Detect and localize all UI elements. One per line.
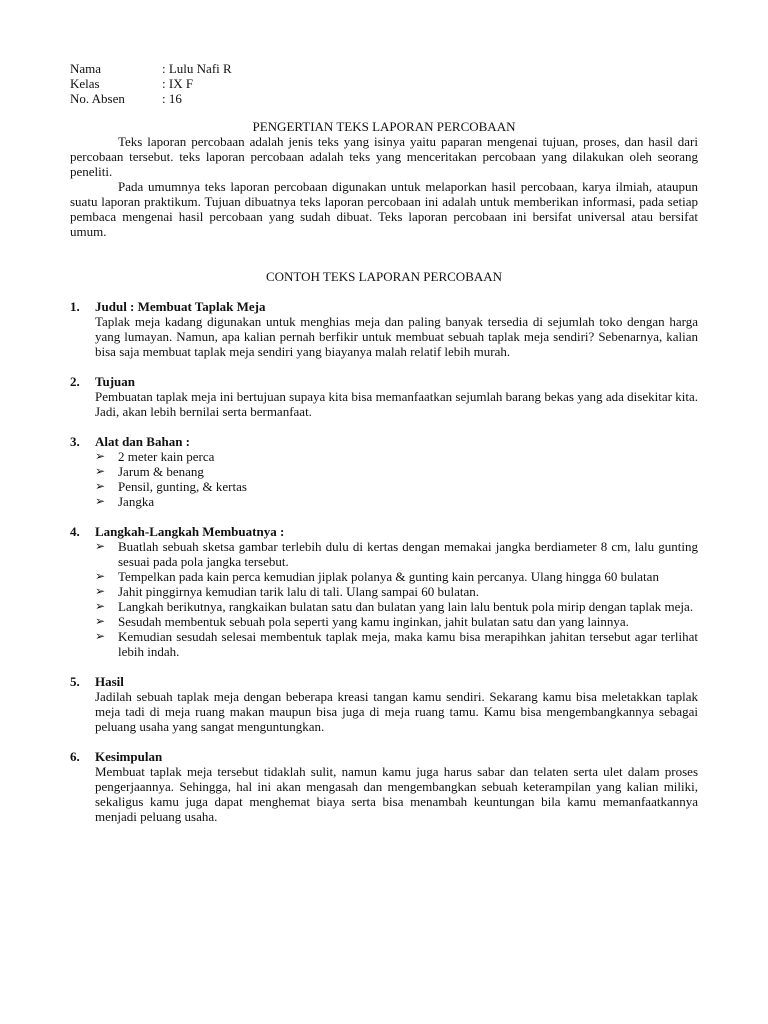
- identity-row-class: [70, 76, 698, 91]
- section-title-langkah: [70, 524, 698, 539]
- arrow-bullet-icon: ➢: [95, 479, 106, 493]
- identity-label: Kelas: [70, 76, 100, 91]
- list-item: [95, 539, 698, 569]
- list-item-text: Langkah berikutnya, rangkaikan bulatan satu dan bulatan yang lain lalu bentuk pola mirip dengan taplak meja.: [118, 599, 694, 614]
- section-number: 5.: [70, 674, 80, 689]
- identity-value: : 16: [162, 91, 182, 106]
- materials-list: [95, 449, 698, 509]
- section-title-alat: [70, 434, 698, 449]
- arrow-bullet-icon: ➢: [95, 464, 106, 478]
- list-item: [95, 479, 698, 494]
- definition-heading: PENGERTIAN TEKS LAPORAN PERCOBAAN: [252, 119, 516, 134]
- identity-value: : Lulu Nafi R: [162, 61, 232, 76]
- identity-row-name: [70, 61, 698, 76]
- list-item-text: Jahit pinggirnya kemudian tarik lalu di tali. Ulang sampai 60 bulatan.: [118, 584, 480, 599]
- arrow-bullet-icon: ➢: [95, 584, 106, 598]
- list-item: [95, 494, 698, 509]
- list-item-text: Tempelkan pada kain perca kemudian jiplak polanya & gunting kain percanya. Ulang hingga 60 bulatan: [118, 569, 659, 584]
- arrow-bullet-icon: ➢: [95, 494, 106, 508]
- identity-label: No. Absen: [70, 91, 125, 106]
- section-title-text: Kesimpulan: [95, 749, 163, 764]
- section-body-hasil: Jadilah sebuah taplak meja dengan beberapa kreasi tangan kamu sendiri. Sekarang kamu bisa meletakkan taplak meja tadi di meja ruang makan maupun bisa juga di meja ruang tamu. Kamu bisa mengembangkannya sebagai peluang usaha yang sangat menguntungkan.: [95, 689, 698, 734]
- section-body-kesimpulan: Membuat taplak meja tersebut tidaklah sulit, namun kamu juga harus sabar dan telaten serta ulet dalam proses pengerjaannya. Sehingga, hal ini akan mengasah dan mengembangkan sebuah keterampilan yang kalian miliki, sekaligus kamu juga dapat menghemat biaya serta bisa menambah keuntungan bila kamu memanfaatkannya menjadi peluang usaha.: [95, 764, 698, 824]
- section-title-kesimpulan: [70, 749, 698, 764]
- section-title-text: Hasil: [95, 674, 124, 689]
- section-title-text: Judul : Membuat Taplak Meja: [95, 299, 266, 314]
- arrow-bullet-icon: ➢: [95, 629, 106, 643]
- section-title-text: Langkah-Langkah Membuatnya :: [95, 524, 285, 539]
- list-item: [95, 449, 698, 464]
- list-item-text: Jangka: [118, 494, 155, 509]
- arrow-bullet-icon: ➢: [95, 449, 106, 463]
- section-number: 4.: [70, 524, 80, 539]
- section-number: 6.: [70, 749, 80, 764]
- section-number: 1.: [70, 299, 80, 314]
- section-title-hasil: [70, 674, 698, 689]
- arrow-bullet-icon: ➢: [95, 569, 106, 583]
- identity-value: : IX F: [162, 76, 194, 91]
- list-item: [95, 614, 698, 629]
- identity-label: Nama: [70, 61, 102, 76]
- list-item: [95, 629, 698, 659]
- example-heading: CONTOH TEKS LAPORAN PERCOBAAN: [265, 269, 503, 284]
- definition-paragraph: Pada umumnya teks laporan percobaan digunakan untuk melaporkan hasil percobaan, karya ilmiah, ataupun suatu laporan praktikum. Tujuan dibuatnya teks laporan percobaan ini adalah untuk memberikan informasi, pada setiap pembaca mengenai hasil percobaan yang sudah dibuat. Teks laporan percobaan ini bersifat universal atau bersifat umum.: [70, 179, 698, 239]
- section-body-judul: Taplak meja kadang digunakan untuk menghias meja dan paling banyak tersedia di sejumlah toko dengan harga yang lumayan. Namun, apa kalian pernah berfikir untuk membuat sebuah taplak meja sendiri? Sebenarnya, kalian bisa saja membuat taplak meja sendiri yang biayanya malah relatif lebih murah.: [95, 314, 698, 359]
- arrow-bullet-icon: ➢: [95, 539, 106, 553]
- arrow-bullet-icon: ➢: [95, 599, 106, 613]
- list-item: [95, 599, 698, 614]
- section-title-text: Alat dan Bahan :: [95, 434, 190, 449]
- list-item-text: Kemudian sesudah selesai membentuk taplak meja, maka kamu bisa merapihkan jahitan tersebut agar terlihat lebih indah.: [118, 629, 698, 659]
- list-item-text: Jarum & benang: [118, 464, 204, 479]
- list-item-text: 2 meter kain perca: [118, 449, 215, 464]
- section-title-judul: [70, 299, 698, 314]
- document-page: [70, 61, 698, 824]
- section-title-text: Tujuan: [95, 374, 135, 389]
- section-title-tujuan: [70, 374, 698, 389]
- arrow-bullet-icon: ➢: [95, 614, 106, 628]
- section-body-tujuan: Pembuatan taplak meja ini bertujuan supaya kita bisa memanfaatkan sejumlah barang bekas yang ada disekitar kita. Jadi, akan lebih bernilai serta bermanfaat.: [95, 389, 698, 419]
- list-item: [95, 464, 698, 479]
- list-item: [95, 584, 698, 599]
- definition-paragraph: Teks laporan percobaan adalah jenis teks yang isinya yaitu paparan mengenai tujuan, proses, dan hasil dari percobaan tersebut. teks laporan percobaan adalah teks yang menceritakan percobaan yang dilakukan oleh seorang peneliti.: [70, 134, 698, 179]
- identity-block: [70, 61, 698, 106]
- steps-list: [95, 539, 698, 659]
- section-number: 3.: [70, 434, 80, 449]
- identity-row-absen: [70, 91, 698, 106]
- list-item-text: Buatlah sebuah sketsa gambar terlebih dulu di kertas dengan memakai jangka berdiameter 8 cm, lalu gunting sesuai pada pola jangka tersebut.: [118, 539, 698, 569]
- list-item-text: Pensil, gunting, & kertas: [118, 479, 247, 494]
- list-item: [95, 569, 698, 584]
- list-item-text: Sesudah membentuk sebuah pola seperti yang kamu inginkan, jahit bulatan satu dan yang lainnya.: [118, 614, 629, 629]
- section-number: 2.: [70, 374, 80, 389]
